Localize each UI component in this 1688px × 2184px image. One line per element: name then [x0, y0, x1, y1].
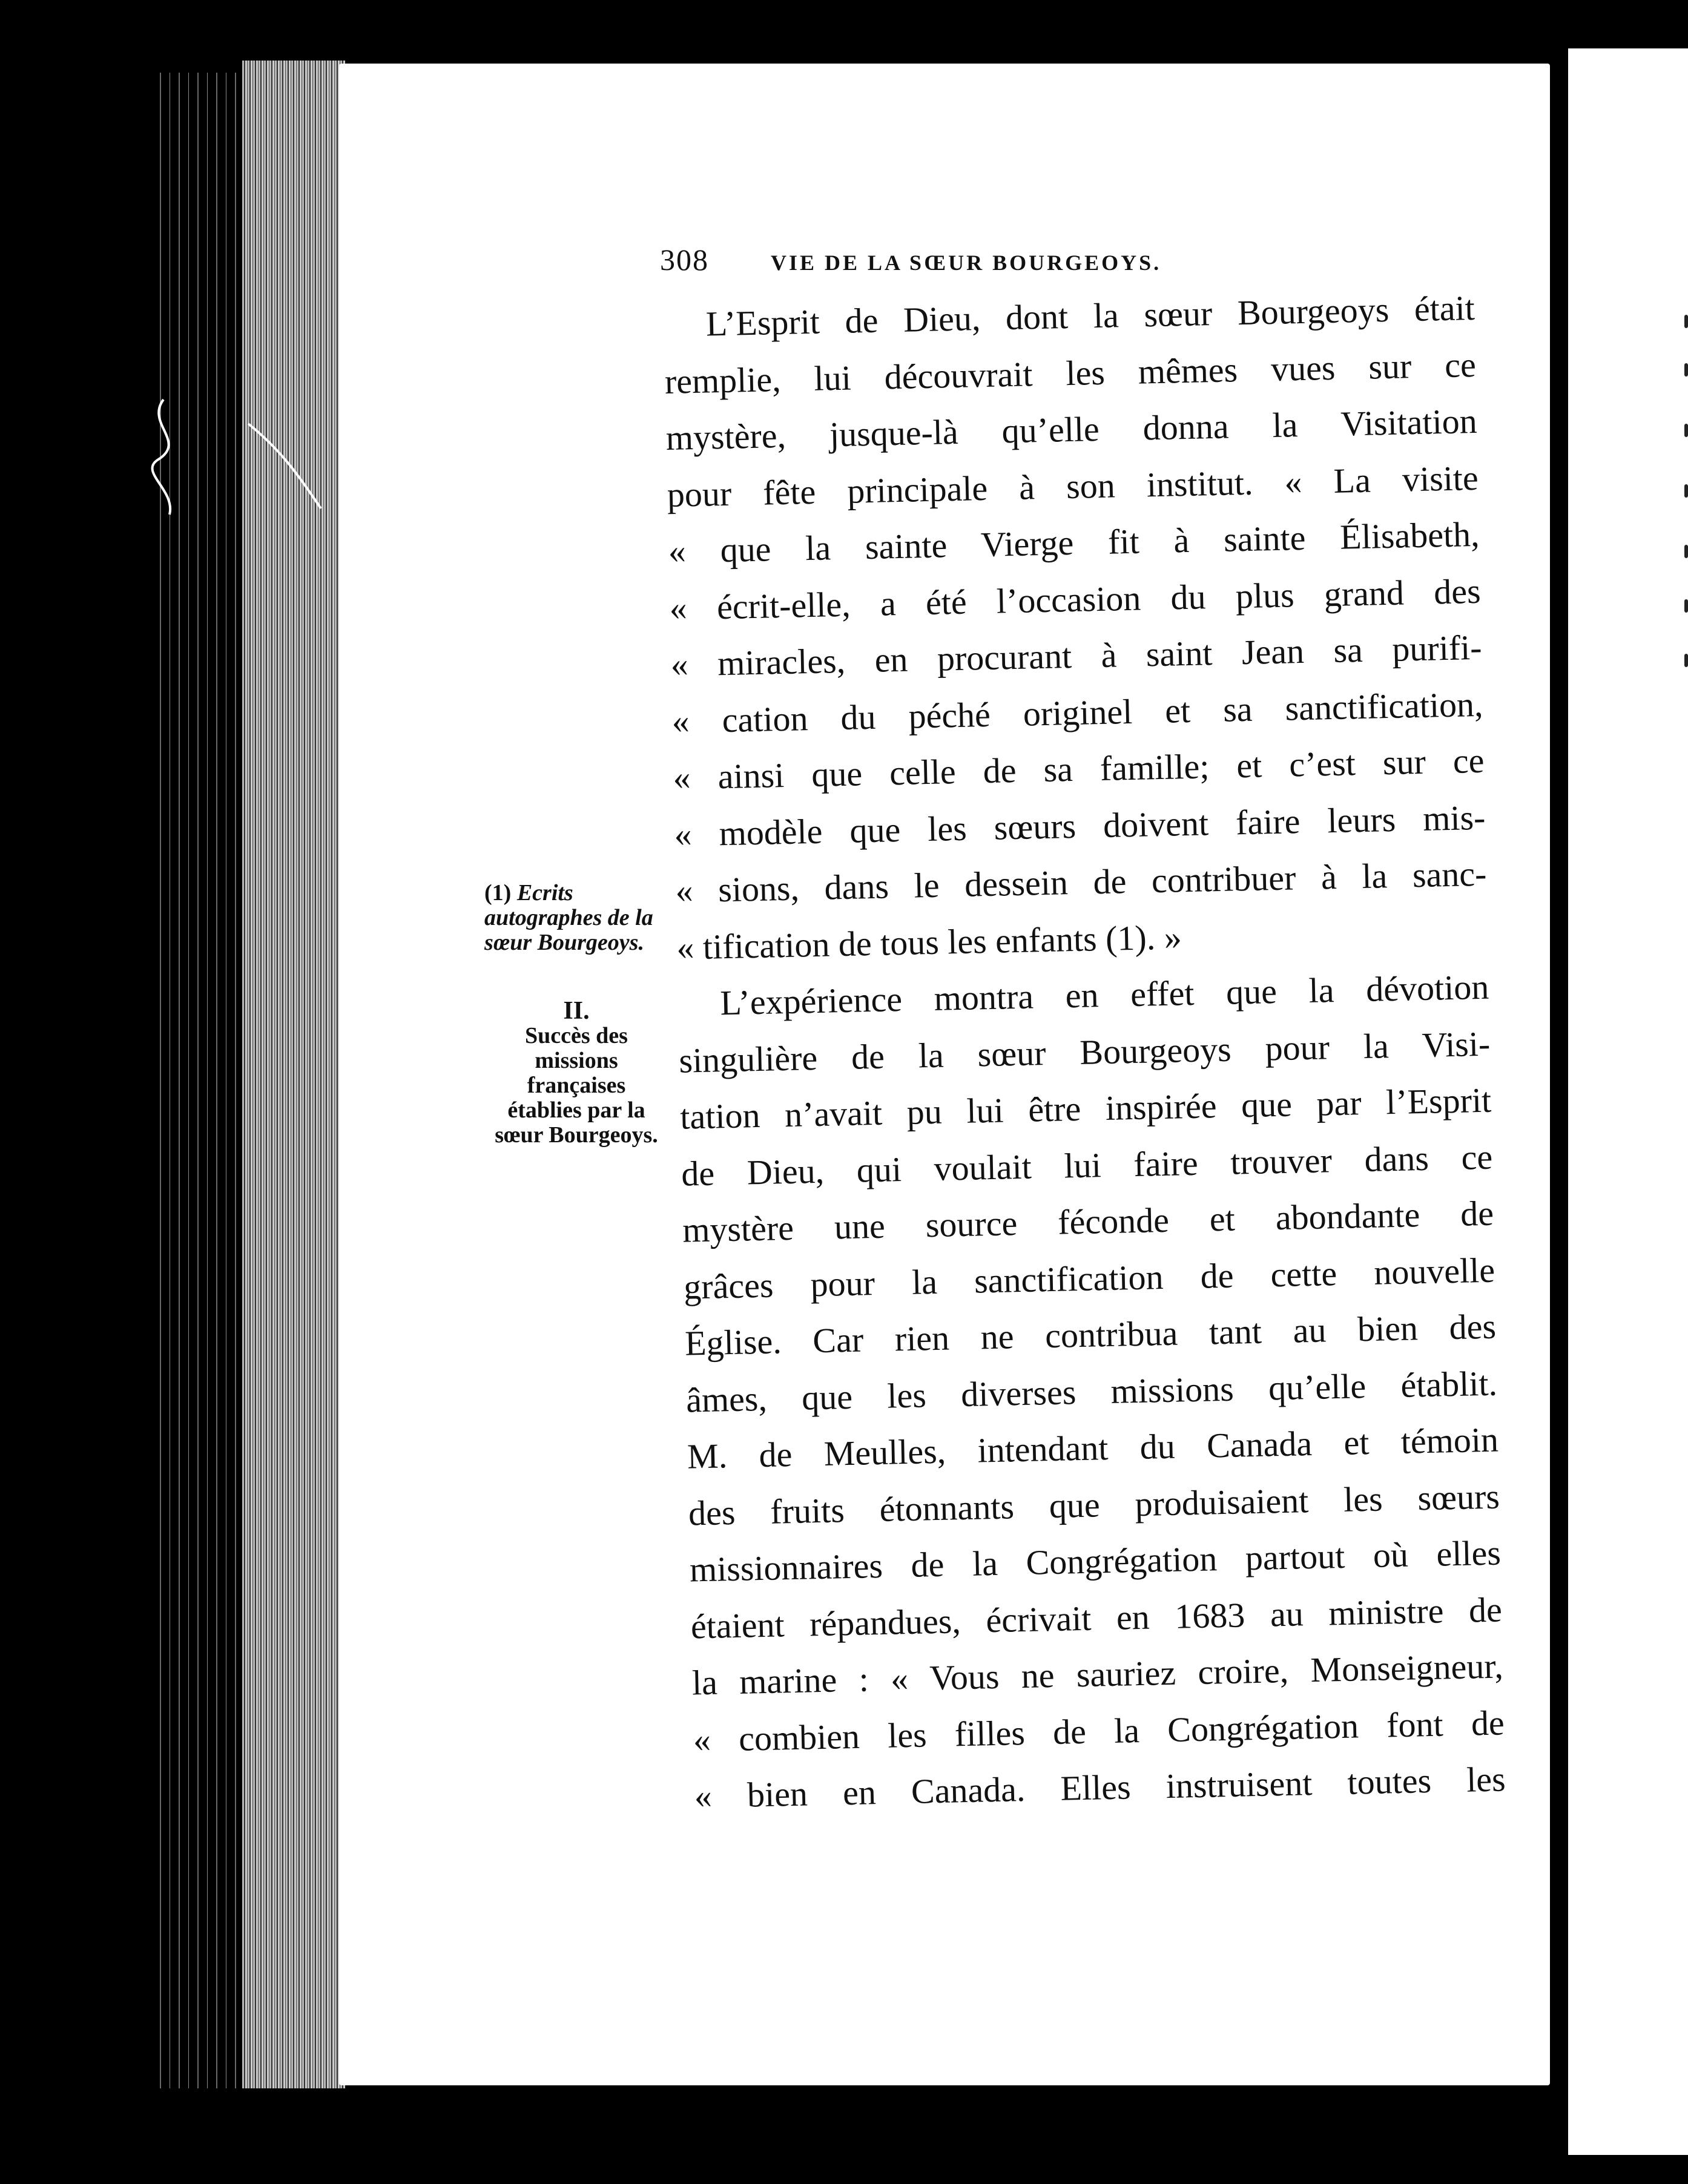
page-mark — [1684, 545, 1688, 558]
text-line: « cation du péché originel et sa sanctification, — [671, 684, 1484, 741]
text-line: L’Esprit de Dieu, dont la sœur Bourgeoys était — [705, 288, 1475, 344]
text-line: « sions, dans le dessein de contribuer à la sanc- — [674, 854, 1487, 910]
text-line: la marine : « Vous ne sauriez croire, Monseigneur, — [691, 1646, 1504, 1703]
text-line: grâces pour la sanctification de cette nouvelle — [683, 1250, 1495, 1307]
text-line: des fruits étonnants que produisaient les sœurs — [688, 1476, 1500, 1533]
running-head — [660, 242, 1265, 277]
text-line: « miracles, en procurant à saint Jean sa purifi- — [670, 627, 1483, 684]
footnote-number: (1) — [484, 880, 512, 906]
pencil-scribble — [139, 387, 333, 545]
text-line: « bien en Canada. Elles instruisent toutes les — [694, 1759, 1506, 1816]
text-line: singulière de la sœur Bourgeoys pour la Visi- — [678, 1024, 1491, 1080]
page-stack-edge — [242, 61, 345, 2088]
text-line: « combien les filles de la Congrégation font de — [693, 1702, 1505, 1759]
text-line: de Dieu, qui voulait lui faire trouver dans ce — [681, 1137, 1493, 1194]
page-mark — [1684, 484, 1688, 498]
text-line: étaient répandues, écrivait en 1683 au ministre de — [690, 1589, 1503, 1646]
text-line: tation n’avait pu lui être inspirée que par l’Esprit — [679, 1080, 1492, 1137]
text-line: missionnaires de la Congrégation partout où elles — [689, 1533, 1502, 1590]
text-line: « que la sainte Vierge fit à sainte Élisabeth, — [668, 514, 1480, 571]
text-line: mystère une source féconde et abondante de — [682, 1193, 1494, 1250]
text-line: mystère, jusque-là qu’elle donna la Visitation — [665, 401, 1478, 458]
page-mark — [1684, 363, 1688, 377]
page-mark — [1684, 315, 1688, 328]
text-line: M. de Meulles, intendant du Canada et témoin — [687, 1419, 1499, 1476]
page-mark — [1684, 654, 1688, 667]
sidenote-text: Succès des missions françaises établies par la sœur Bourgeoys. — [495, 1023, 658, 1148]
body-text — [663, 280, 1506, 1824]
marginal-footnote — [484, 881, 654, 955]
sidenote-numeral: II. — [563, 997, 590, 1025]
text-line: « modèle que les sœurs doivent faire leurs mis- — [673, 797, 1486, 854]
next-page-sliver — [1568, 48, 1688, 2155]
text-line: remplie, lui découvrait les mêmes vues sur ce — [664, 344, 1477, 401]
text-line: pour fête principale à son institut. « La visite — [667, 458, 1479, 515]
text-line: « tification de tous les enfants (1). » — [676, 916, 1182, 967]
page-mark — [1684, 424, 1688, 437]
text-line: « ainsi que celle de sa famille; et c’est sur ce — [672, 740, 1485, 797]
text-line: Église. Car rien ne contribua tant au bien des — [684, 1306, 1497, 1363]
paragraph — [663, 280, 1488, 976]
page-mark — [1684, 599, 1688, 613]
text-line: âmes, que les diverses missions qu’elle établit. — [685, 1363, 1498, 1420]
text-line: L’expérience montra en effet que la dévotion — [719, 967, 1489, 1023]
text-line: « écrit-elle, a été l’occasion du plus grand des — [669, 571, 1482, 628]
running-title: VIE DE LA SŒUR BOURGEOYS. — [771, 251, 1162, 275]
page-number: 308 — [660, 243, 709, 277]
footnote-text: Ecrits autographes de la sœur Bourgeoys. — [484, 880, 653, 955]
book-binding-edge — [151, 73, 242, 2088]
paragraph — [677, 959, 1506, 1824]
marginal-sidenote — [492, 999, 661, 1148]
